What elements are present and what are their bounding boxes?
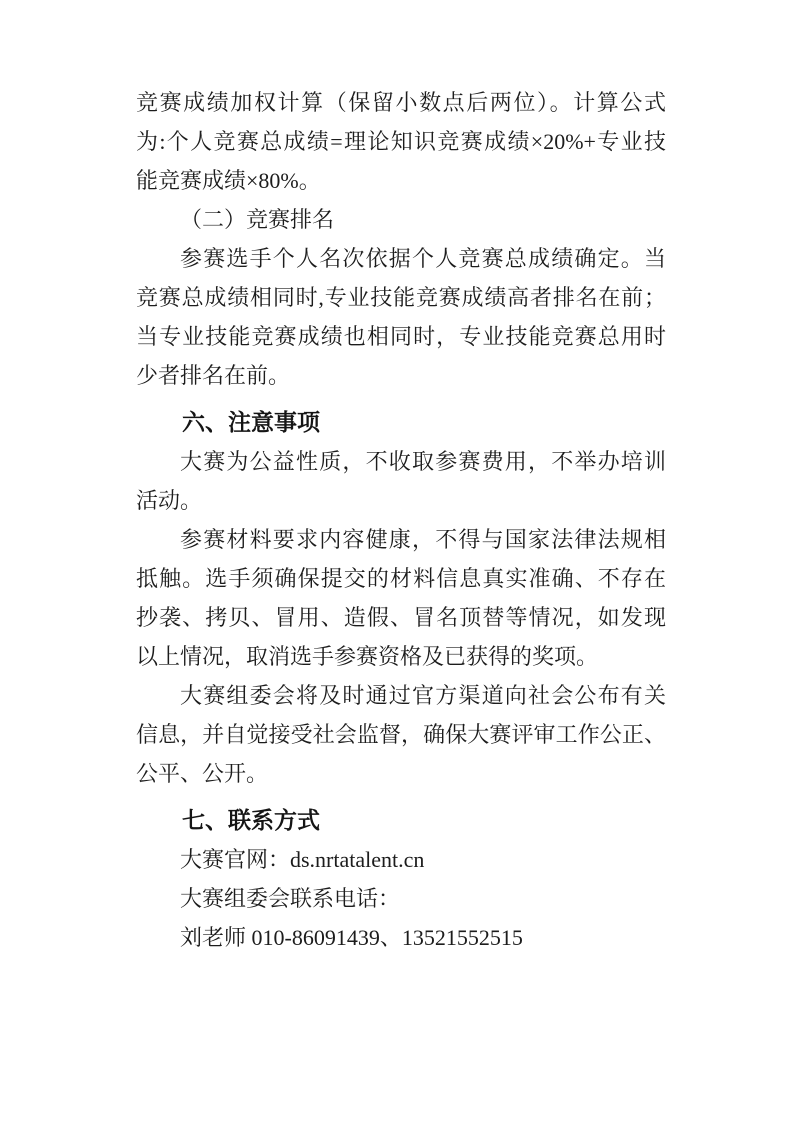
- section-heading-contact: 七、联系方式: [182, 807, 320, 833]
- doc-line: 参赛选手个人名次依据个人竞赛总成绩确定。当: [180, 246, 666, 271]
- phone-title-line: 大赛组委会联系电话：: [180, 886, 401, 911]
- doc-line: 公平、公开。: [136, 761, 269, 786]
- doc-line-formula: 为:个人竞赛总成绩=理论知识竞赛成绩×20%+专业技: [136, 129, 666, 154]
- doc-line: 抵触。选手须确保提交的材料信息真实准确、不存在: [136, 566, 666, 591]
- doc-line: 少者排名在前。: [136, 363, 291, 388]
- doc-line: 以上情况，取消选手参赛资格及已获得的奖项。: [136, 644, 599, 669]
- doc-line: 抄袭、拷贝、冒用、造假、冒名顶替等情况，如发现: [136, 605, 666, 630]
- doc-line: 大赛为公益性质，不收取参赛费用，不举办培训: [180, 449, 666, 474]
- doc-line: 当专业技能竞赛成绩也相同时，专业技能竞赛总用时: [136, 324, 666, 349]
- website-line: 大赛官网：ds.nrtatalent.cn: [180, 847, 425, 872]
- doc-line: 竞赛总成绩相同时,专业技能竞赛成绩高者排名在前；: [136, 285, 666, 310]
- doc-line: 活动。: [136, 488, 203, 513]
- doc-line: 信息，并自觉接受社会监督，确保大赛评审工作公正、: [136, 722, 666, 747]
- doc-line: 大赛组委会将及时通过官方渠道向社会公布有关: [180, 683, 666, 708]
- phone-numbers-line: 刘老师 010-86091439、13521552515: [180, 925, 523, 950]
- doc-line: 参赛材料要求内容健康，不得与国家法律法规相: [180, 527, 666, 552]
- doc-line: 能竞赛成绩×80%。: [136, 168, 321, 193]
- doc-line: 竞赛成绩加权计算（保留小数点后两位）。计算公式: [136, 90, 666, 115]
- subsection-heading-ranking: （二）竞赛排名: [180, 207, 335, 232]
- section-heading-notes: 六、注意事项: [182, 409, 320, 435]
- document-body: [136, 83, 666, 957]
